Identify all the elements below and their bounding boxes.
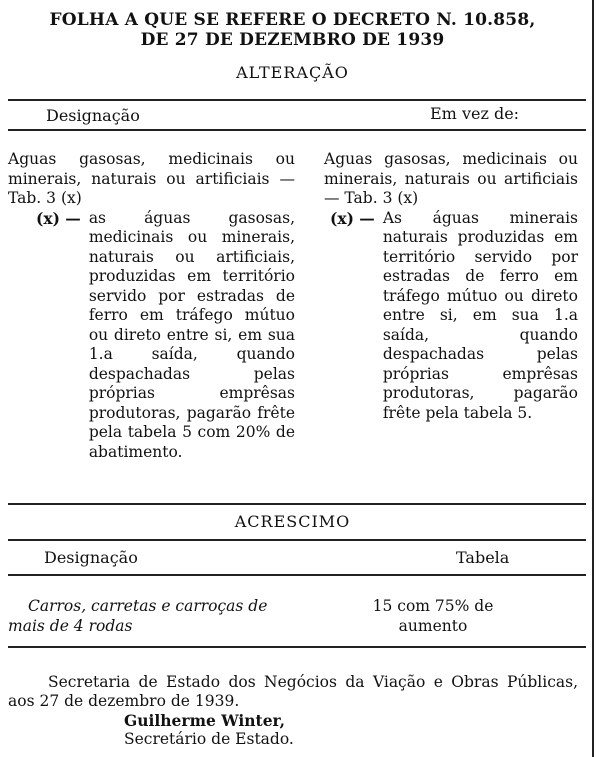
divider-under-acrescimo-title <box>8 539 586 541</box>
right-note-mark: (x) — <box>330 208 375 228</box>
right-note-text: As águas minerais naturais produzidas em território servido por estradas de ferro em tráfego mútuo ou direto entre si, em sua 1.a saída, quando despachadas pelas próprias emprêsas produtoras, pagarão frête pela tabela 5. <box>382 208 578 422</box>
divider-under-heads <box>8 129 586 131</box>
right-note <box>324 209 578 424</box>
alteracao-right-column <box>324 150 578 423</box>
left-note <box>8 209 295 463</box>
left-note-text: as águas gasosas, medicinais ou minerais, naturais ou artificiais, produzidas em território servido por estradas de ferro em tráfego mútuo ou direto entre si, em sua 1.a saída, quando despachadas pelas próprias emprêsas produtoras, pagarão frête pela tabela 5 com 20% de abatimento. <box>88 208 295 461</box>
right-intro: Aguas gasosas, medicinais ou minerais, naturais ou artificiais — Tab. 3 (x) <box>324 150 578 207</box>
alteracao-col-head-right: Em vez de: <box>430 104 520 123</box>
right-border-rule <box>592 0 594 757</box>
signatory-role: Secretário de Estado. <box>124 730 294 748</box>
signatory-name: Guilherme Winter, <box>124 711 285 730</box>
section-title-alteracao: ALTERAÇÃO <box>236 63 349 82</box>
section-title-acrescimo: ACRESCIMO <box>234 512 351 531</box>
divider-top <box>8 99 586 101</box>
acrescimo-item-tabela: 15 com 75% de aumento <box>372 597 494 635</box>
left-intro: Aguas gasosas, medicinais ou minerais, naturais ou artificiais — Tab. 3 (x) <box>8 150 295 207</box>
title-line-1: FOLHA A QUE SE REFERE O DECRETO N. 10.858, <box>49 10 536 30</box>
divider-before-acrescimo <box>8 503 586 505</box>
left-note-mark: (x) — <box>36 208 81 228</box>
title-line-2: DE 27 DE DEZEMBRO DE 1939 <box>140 30 445 50</box>
alteracao-left-column <box>8 150 295 462</box>
divider-before-closing <box>8 646 586 648</box>
acrescimo-col-head-right: Tabela <box>456 548 510 567</box>
divider-under-acrescimo-heads <box>8 574 586 576</box>
acrescimo-item-designacao: Carros, carretas e carroças de mais de 4 rodas <box>8 597 268 635</box>
alteracao-col-head-left: Designação <box>46 106 140 125</box>
closing-statement: Secretaria de Estado dos Negócios da Viação e Obras Públicas, aos 27 de dezembro de 1939. <box>8 673 578 710</box>
document-title <box>0 10 585 50</box>
acrescimo-col-head-left: Designação <box>44 548 138 567</box>
